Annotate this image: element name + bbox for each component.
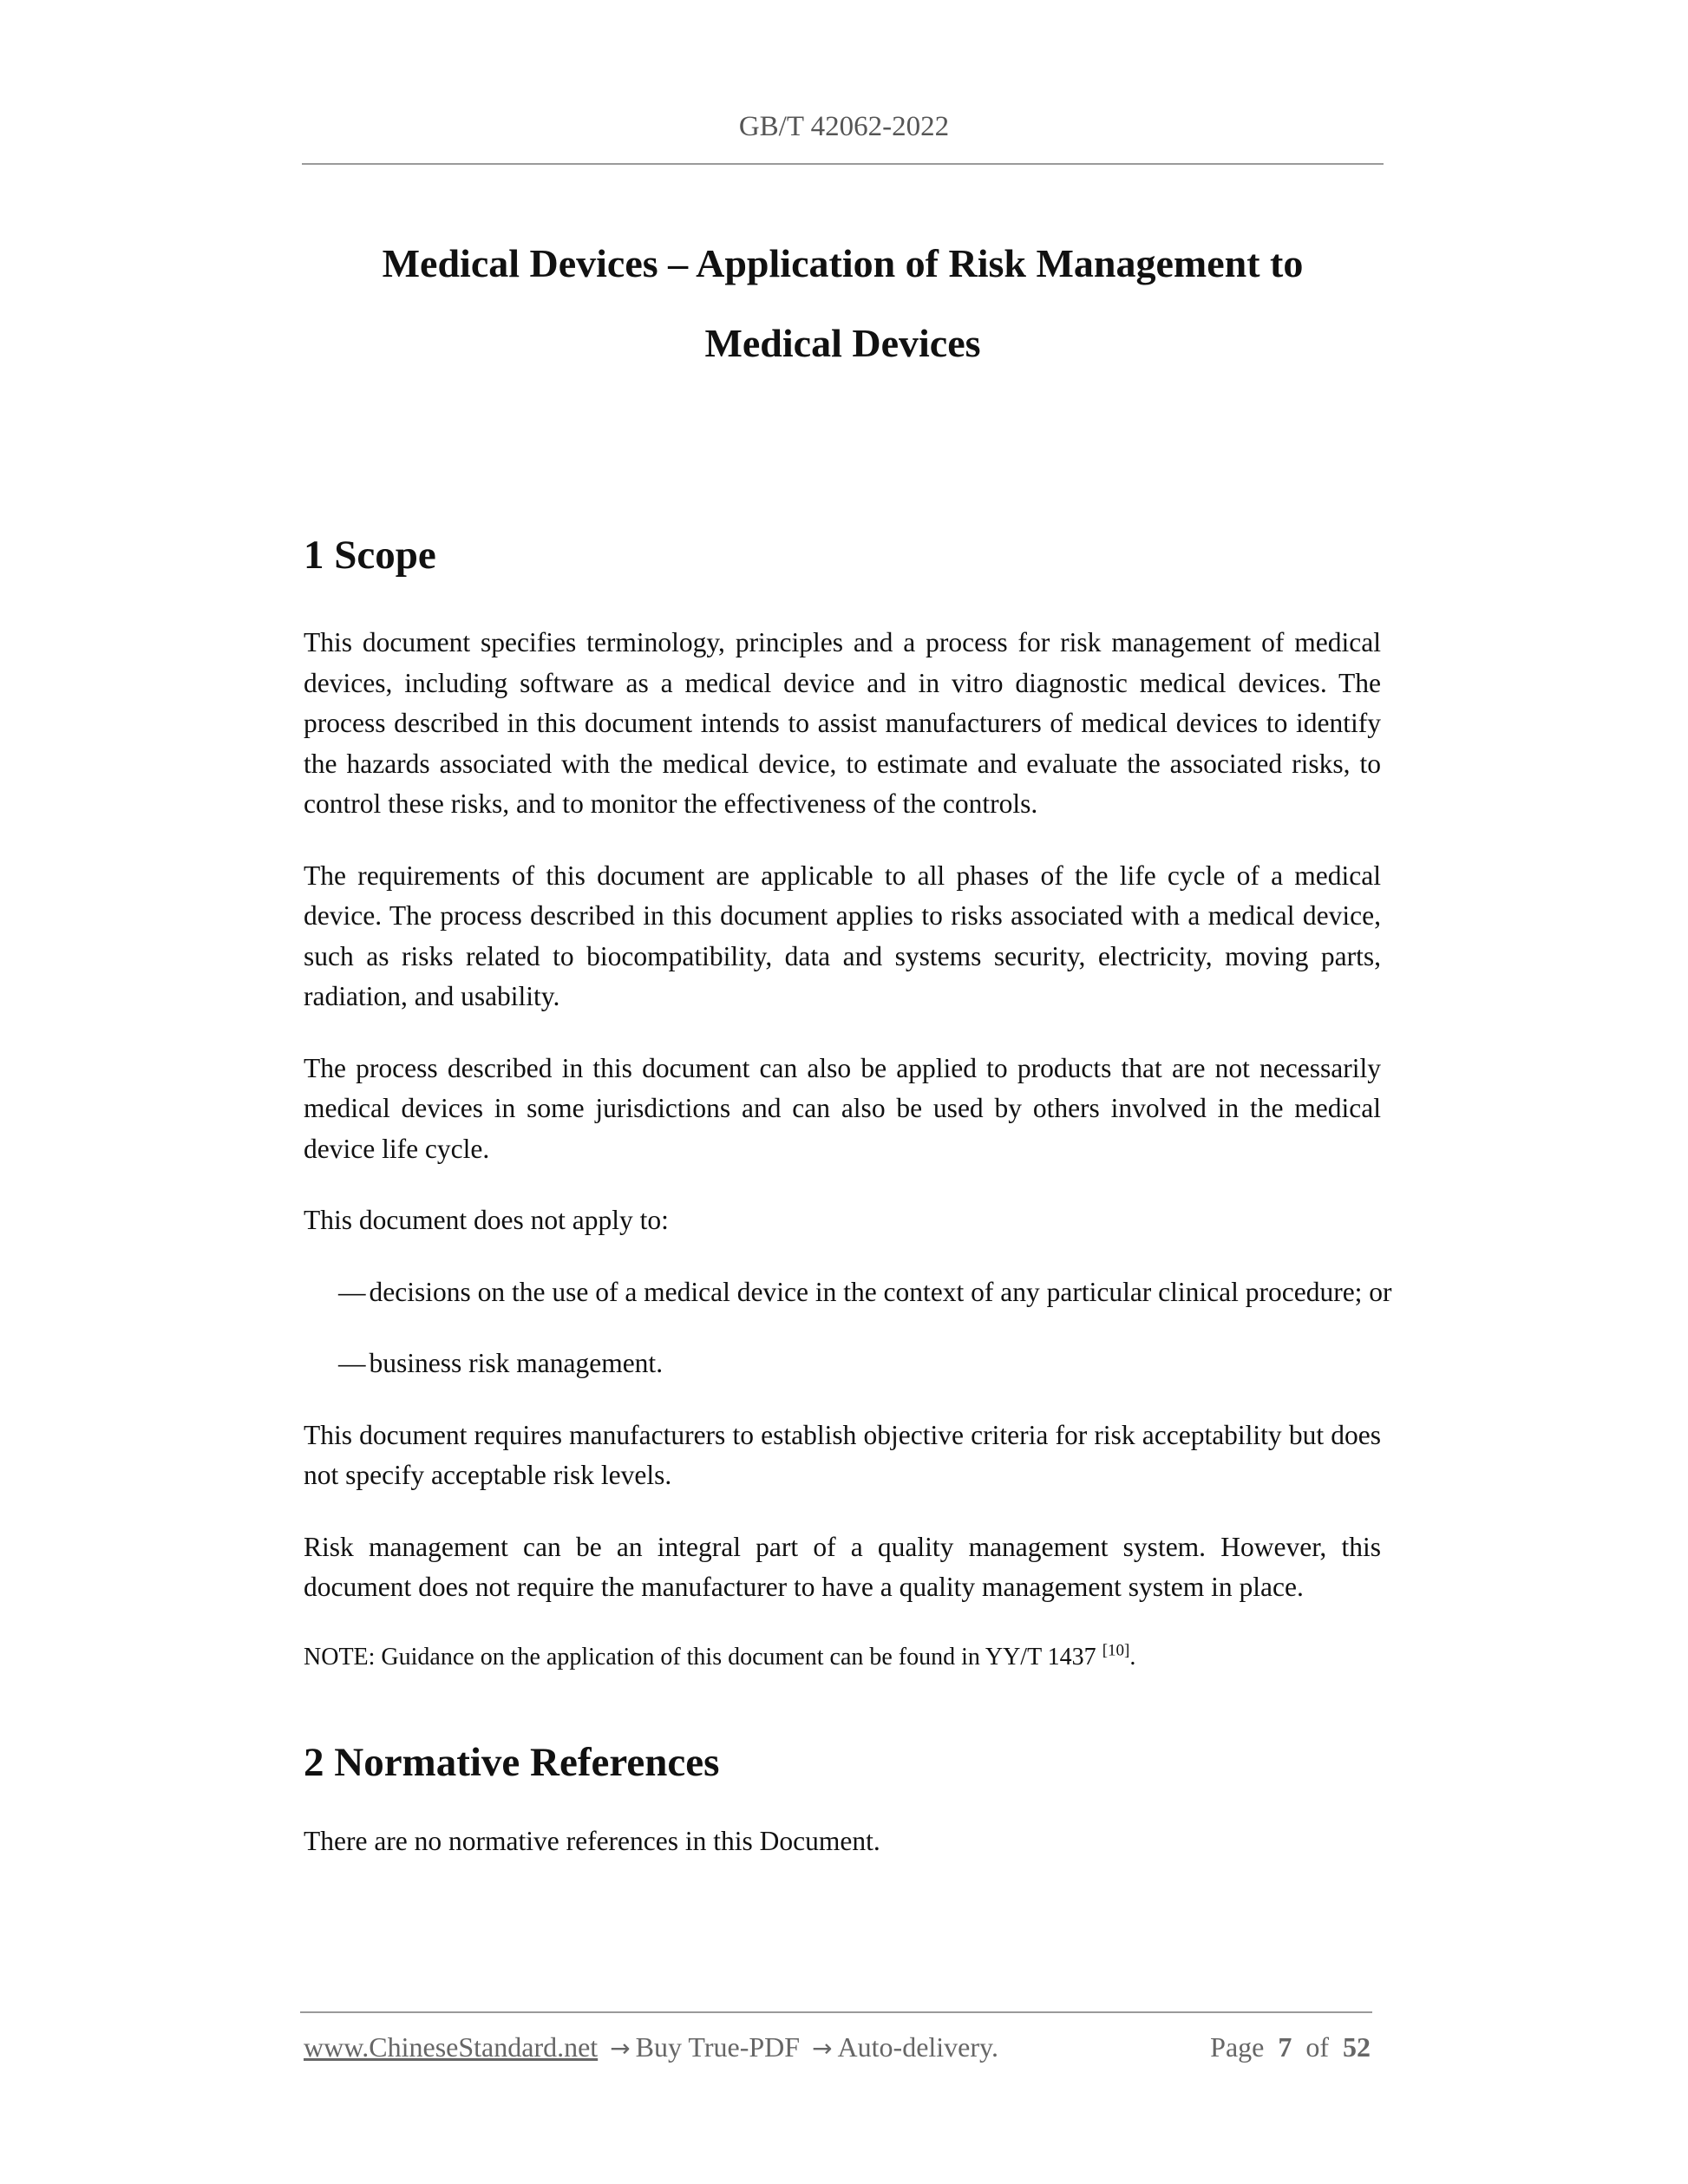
section-heading-normative-references: 2 Normative References [304, 1739, 720, 1785]
current-page-number: 7 [1278, 2031, 1292, 2063]
scope-paragraph-6: Risk management can be an integral part of a quality management system. However, this document does not require the manufacturer to have a quality management system in place. [304, 1531, 1381, 1602]
scope-paragraph-1: This document specifies terminology, principles and a process for risk management of medical devices, including software as a medical device and in vitro diagnostic medical devices. The process described in this document intends to assist manufacturers of medical devices to identify the hazards associated with the medical device, to estimate and evaluate the associated risks, to control these risks, and to monitor the effectiveness of the controls. [304, 627, 1381, 819]
scope-paragraph-4: This document does not apply to: [304, 1205, 669, 1235]
list-item [338, 1344, 1395, 1384]
document-code: GB/T 42062-2022 [738, 111, 950, 142]
footer-left [304, 2031, 998, 2063]
title-line-1: Medical Devices – Application of Risk Management to [382, 241, 1304, 285]
document-body [304, 520, 1392, 1893]
document-title [302, 224, 1384, 383]
note-text: NOTE: Guidance on the application of this document can be found in YY/T 1437 [304, 1643, 1102, 1671]
list-item [338, 1272, 1395, 1313]
header-divider [302, 163, 1384, 165]
list-item-text: business risk management. [369, 1348, 664, 1378]
reference-superscript[interactable]: [10] [1102, 1641, 1130, 1660]
website-link[interactable]: www.ChineseStandard.net [304, 2031, 599, 2063]
arrow-right-icon: → [812, 2034, 833, 2063]
scope-paragraph-2: The requirements of this document are applicable to all phases of the life cycle of a medical device. The process described in this document applies to risks associated with a medical device, such as risks related to biocompatibility, data and systems security, electricity, moving parts, radiation, and usability. [304, 860, 1381, 1011]
buy-true-pdf-text: Buy True-PDF [635, 2031, 801, 2063]
scope-paragraph-5: This document requires manufacturers to establish objective criteria for risk acceptability but does not specify acceptable risk levels. [304, 1419, 1381, 1490]
normative-references-paragraph: There are no normative references in this Document. [304, 1825, 880, 1856]
total-page-count: 52 [1343, 2031, 1371, 2063]
page-indicator [1210, 2031, 1371, 2063]
scope-paragraph-3: The process described in this document can also be applied to products that are not necessarily medical devices in some jurisdictions and can also be used by others involved in the medical device life cycle. [304, 1052, 1381, 1164]
title-line-2: Medical Devices [704, 321, 981, 365]
list-item-text: decisions on the use of a medical device in the context of any particular clinical procedure; or [369, 1276, 1392, 1307]
page-footer [304, 2031, 1371, 2063]
arrow-right-icon: → [610, 2034, 631, 2063]
dash-bullet: — [338, 1348, 366, 1378]
auto-delivery-text: Auto-delivery. [837, 2031, 998, 2063]
page-label: Page [1210, 2031, 1265, 2063]
note [304, 1639, 1381, 1676]
of-label: of [1305, 2031, 1329, 2063]
dash-bullet: — [338, 1276, 366, 1307]
note-end: . [1129, 1643, 1136, 1671]
exclusion-list [338, 1272, 1392, 1384]
section-heading-scope: 1 Scope [304, 533, 436, 578]
footer-divider [300, 2011, 1372, 2013]
